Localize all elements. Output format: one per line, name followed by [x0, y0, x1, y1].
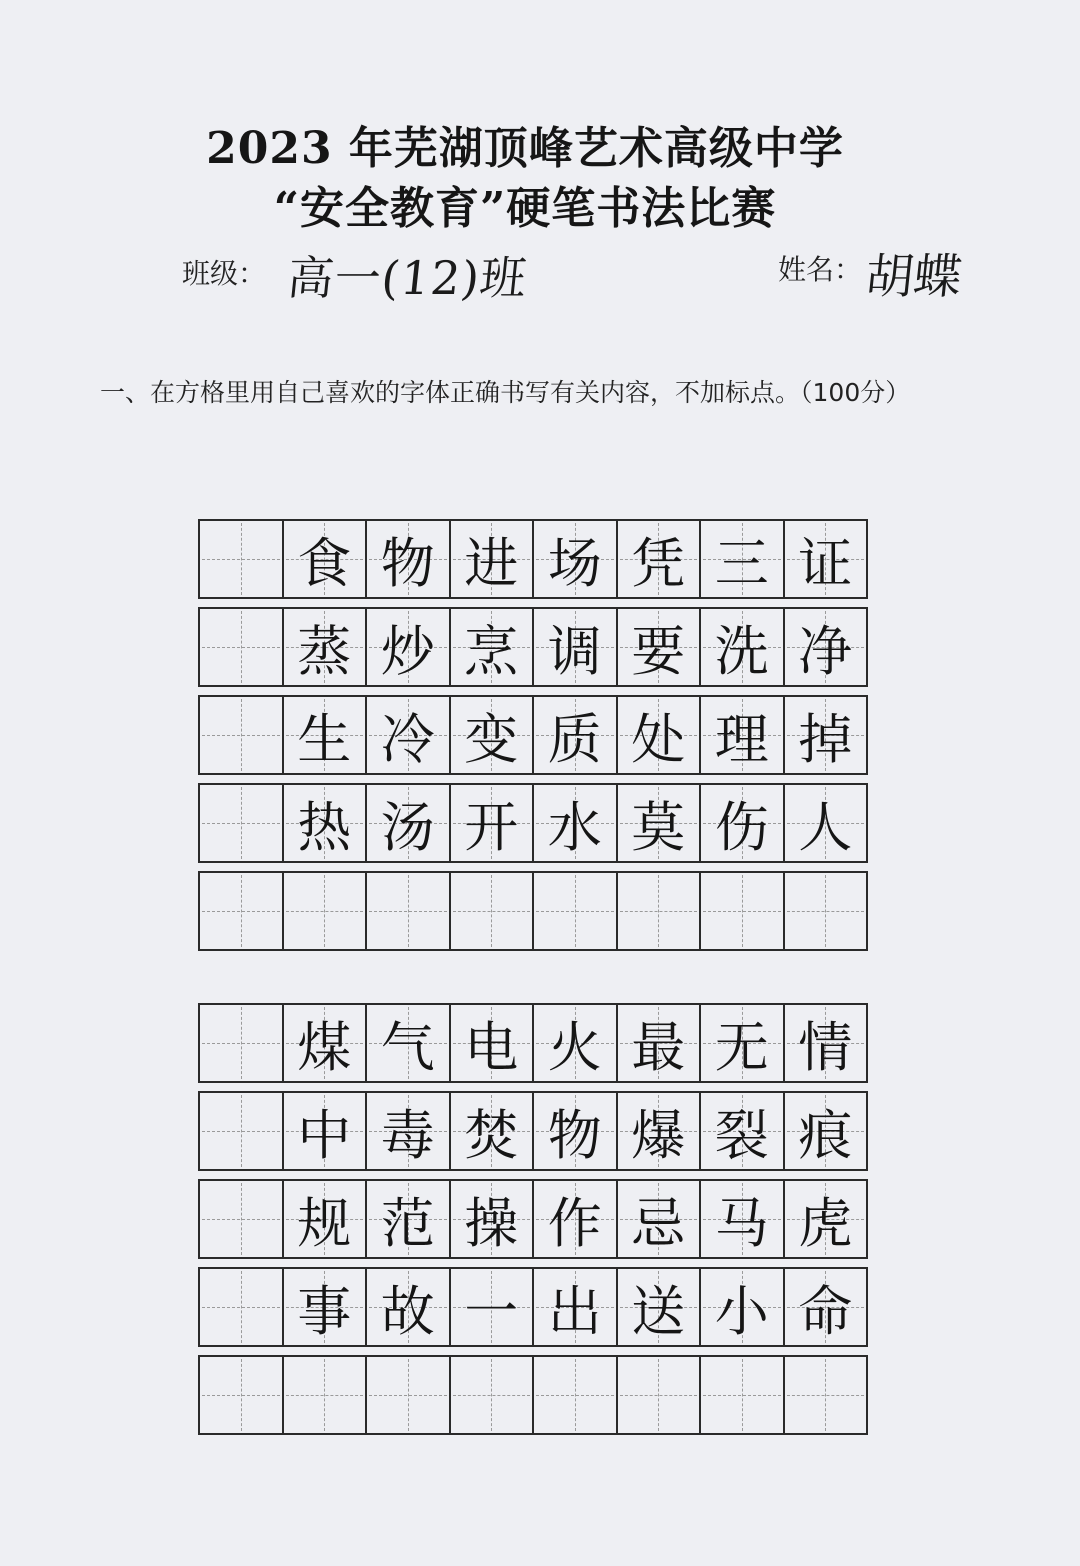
- grid-cell: [701, 1003, 785, 1083]
- handwritten-character: 忌: [631, 1191, 686, 1255]
- grid-row: [198, 1179, 868, 1259]
- grid-cell: [534, 783, 618, 863]
- handwritten-character: 洗: [714, 619, 769, 683]
- handwritten-character: 出: [547, 1279, 602, 1343]
- handwritten-character: 烹: [464, 619, 519, 683]
- handwritten-character: 操: [464, 1191, 519, 1255]
- grid-cell: [701, 871, 785, 951]
- grid-cell: [785, 1003, 869, 1083]
- grid-cell: [451, 607, 535, 687]
- handwritten-character: [785, 873, 867, 949]
- handwritten-character: 场: [547, 531, 602, 595]
- grid-cell: [451, 1003, 535, 1083]
- grid-cell: [618, 1267, 702, 1347]
- grid-cell: [367, 871, 451, 951]
- grid-cell: [618, 607, 702, 687]
- grid-cell: [451, 695, 535, 775]
- grid-cell: [284, 1267, 368, 1347]
- handwritten-character: 莫: [631, 795, 686, 859]
- grid-row: [198, 519, 868, 599]
- grid-cell: [785, 1355, 869, 1435]
- grid-cell: [534, 695, 618, 775]
- grid-cell: [618, 783, 702, 863]
- handwritten-character: 气: [380, 1015, 435, 1079]
- handwritten-character: [367, 1357, 449, 1433]
- grid-cell: [701, 783, 785, 863]
- handwritten-character: 毒: [380, 1103, 435, 1167]
- handwritten-character: [367, 873, 449, 949]
- grid-cell: [284, 519, 368, 599]
- handwritten-character: 质: [547, 707, 602, 771]
- handwritten-character: [534, 873, 616, 949]
- handwritten-character: [200, 521, 282, 597]
- grid-cell: [284, 695, 368, 775]
- handwritten-character: 凭: [631, 531, 686, 595]
- handwritten-character: 情: [798, 1015, 853, 1079]
- grid-cell: [534, 1267, 618, 1347]
- grid-cell: [284, 1355, 368, 1435]
- grid-cell: [451, 1179, 535, 1259]
- handwritten-character: 开: [464, 795, 519, 859]
- grid-row: [198, 1003, 868, 1083]
- grid-cell: [284, 607, 368, 687]
- grid-cell: [701, 1355, 785, 1435]
- handwritten-character: 调: [547, 619, 602, 683]
- handwritten-character: [284, 1357, 366, 1433]
- grid-cell: [200, 783, 284, 863]
- grid-cell: [785, 871, 869, 951]
- handwritten-character: 焚: [464, 1103, 519, 1167]
- handwritten-character: 作: [547, 1191, 602, 1255]
- handwritten-character: [618, 1357, 700, 1433]
- handwritten-character: 一: [464, 1279, 519, 1343]
- title-line-2: “安全教育”硬笔书法比赛: [273, 183, 777, 234]
- handwritten-character: 规: [297, 1191, 352, 1255]
- grid-cell: [534, 871, 618, 951]
- handwritten-character: 范: [380, 1191, 435, 1255]
- handwritten-character: 处: [631, 707, 686, 771]
- grid-cell: [284, 1003, 368, 1083]
- grid-cell: [367, 1179, 451, 1259]
- handwritten-character: [200, 1357, 282, 1433]
- grid-cell: [451, 519, 535, 599]
- grid-cell: [284, 871, 368, 951]
- grid-cell: [367, 519, 451, 599]
- title-line-1: 2023 年芜湖顶峰艺术高级中学: [206, 123, 844, 174]
- handwritten-character: 小: [714, 1279, 769, 1343]
- grid-cell: [200, 1091, 284, 1171]
- grid-cell: [451, 1355, 535, 1435]
- grid-cell: [200, 1355, 284, 1435]
- grid-cell: [785, 783, 869, 863]
- handwritten-character: 证: [798, 531, 853, 595]
- handwritten-character: 汤: [380, 795, 435, 859]
- handwritten-character: [200, 1005, 282, 1081]
- grid-cell: [785, 695, 869, 775]
- handwritten-character: [534, 1357, 616, 1433]
- handwritten-character: [618, 873, 700, 949]
- grid-cell: [534, 607, 618, 687]
- handwritten-character: 送: [631, 1279, 686, 1343]
- handwritten-character: 三: [714, 531, 769, 595]
- handwritten-character: [200, 785, 282, 861]
- grid-cell: [284, 1091, 368, 1171]
- grid-row: [198, 695, 868, 775]
- handwritten-character: 物: [547, 1103, 602, 1167]
- grid-cell: [618, 1355, 702, 1435]
- handwritten-character: 蒸: [297, 619, 352, 683]
- handwritten-character: [200, 1181, 282, 1257]
- handwritten-character: 变: [464, 707, 519, 771]
- grid-cell: [534, 1091, 618, 1171]
- handwritten-character: 生: [297, 707, 352, 771]
- handwritten-character: 人: [798, 795, 853, 859]
- instruction-text: 一、在方格里用自己喜欢的字体正确书写有关内容，不加标点。（100分）: [100, 378, 911, 407]
- handwritten-character: 理: [714, 707, 769, 771]
- grid-cell: [451, 783, 535, 863]
- handwritten-character: 最: [631, 1015, 686, 1079]
- handwritten-character: [200, 1269, 282, 1345]
- grid-row: [198, 871, 868, 951]
- grid-cell: [785, 607, 869, 687]
- grid-cell: [367, 783, 451, 863]
- handwritten-character: 煤: [297, 1015, 352, 1079]
- grid-cell: [200, 1267, 284, 1347]
- handwritten-character: 事: [297, 1279, 352, 1343]
- grid-cell: [367, 1091, 451, 1171]
- grid-cell: [618, 1003, 702, 1083]
- handwritten-character: 命: [798, 1279, 853, 1343]
- handwritten-character: 热: [297, 795, 352, 859]
- handwritten-character: 故: [380, 1279, 435, 1343]
- handwritten-character: [451, 1357, 533, 1433]
- grid-cell: [284, 1179, 368, 1259]
- grid-cell: [701, 695, 785, 775]
- grid-cell: [200, 1003, 284, 1083]
- handwritten-character: 要: [631, 619, 686, 683]
- handwritten-character: [701, 1357, 783, 1433]
- grid-cell: [284, 783, 368, 863]
- grid-cell: [785, 1267, 869, 1347]
- grid-cell: [367, 607, 451, 687]
- handwritten-character: 水: [547, 795, 602, 859]
- grid-row: [198, 1267, 868, 1347]
- grid-cell: [701, 1267, 785, 1347]
- grid-cell: [701, 519, 785, 599]
- handwritten-character: 无: [714, 1015, 769, 1079]
- grid-cell: [618, 1091, 702, 1171]
- handwritten-character: [200, 697, 282, 773]
- grid-row: [198, 783, 868, 863]
- class-label: 班级：: [182, 257, 267, 290]
- name-label: 姓名：: [778, 253, 863, 286]
- grid-cell: [367, 695, 451, 775]
- handwritten-character: 掉: [798, 707, 853, 771]
- handwritten-character: [785, 1357, 867, 1433]
- grid-cell: [534, 1003, 618, 1083]
- handwritten-character: 中: [297, 1103, 352, 1167]
- grid-cell: [451, 871, 535, 951]
- handwritten-character: 食: [297, 531, 352, 595]
- class-value-handwritten: 高一(12)班: [284, 251, 530, 305]
- handwritten-character: 炒: [380, 619, 435, 683]
- grid-cell: [701, 1179, 785, 1259]
- handwritten-character: 爆: [631, 1103, 686, 1167]
- grid-cell: [618, 1179, 702, 1259]
- handwritten-character: 痕: [798, 1103, 853, 1167]
- grid-cell: [367, 1355, 451, 1435]
- grid-cell: [534, 1179, 618, 1259]
- grid-row: [198, 1091, 868, 1171]
- handwritten-character: 净: [798, 619, 853, 683]
- handwritten-character: 马: [714, 1191, 769, 1255]
- grid-cell: [785, 519, 869, 599]
- handwritten-character: [200, 609, 282, 685]
- handwritten-character: [200, 1093, 282, 1169]
- grid-cell: [701, 607, 785, 687]
- grid-cell: [618, 871, 702, 951]
- handwritten-character: [200, 873, 282, 949]
- grid-cell: [200, 607, 284, 687]
- handwritten-character: [701, 873, 783, 949]
- grid-row: [198, 1355, 868, 1435]
- grid-cell: [618, 695, 702, 775]
- grid-cell: [200, 1179, 284, 1259]
- grid-row: [198, 607, 868, 687]
- handwritten-character: 进: [464, 531, 519, 595]
- handwritten-character: 物: [380, 531, 435, 595]
- handwritten-character: 虎: [798, 1191, 853, 1255]
- grid-cell: [534, 519, 618, 599]
- grid-cell: [367, 1003, 451, 1083]
- name-value-handwritten: 胡蝶: [862, 249, 965, 305]
- handwritten-character: 火: [547, 1015, 602, 1079]
- grid-cell: [451, 1091, 535, 1171]
- grid-cell: [200, 871, 284, 951]
- handwritten-character: [451, 873, 533, 949]
- grid-cell: [451, 1267, 535, 1347]
- grid-cell: [701, 1091, 785, 1171]
- grid-cell: [785, 1179, 869, 1259]
- handwritten-character: 电: [464, 1015, 519, 1079]
- grid-cell: [618, 519, 702, 599]
- handwritten-character: 裂: [714, 1103, 769, 1167]
- grid-cell: [367, 1267, 451, 1347]
- grid-cell: [200, 695, 284, 775]
- grid-cell: [200, 519, 284, 599]
- handwritten-character: 冷: [380, 707, 435, 771]
- grid-cell: [785, 1091, 869, 1171]
- handwritten-character: 伤: [714, 795, 769, 859]
- handwritten-character: [284, 873, 366, 949]
- grid-cell: [534, 1355, 618, 1435]
